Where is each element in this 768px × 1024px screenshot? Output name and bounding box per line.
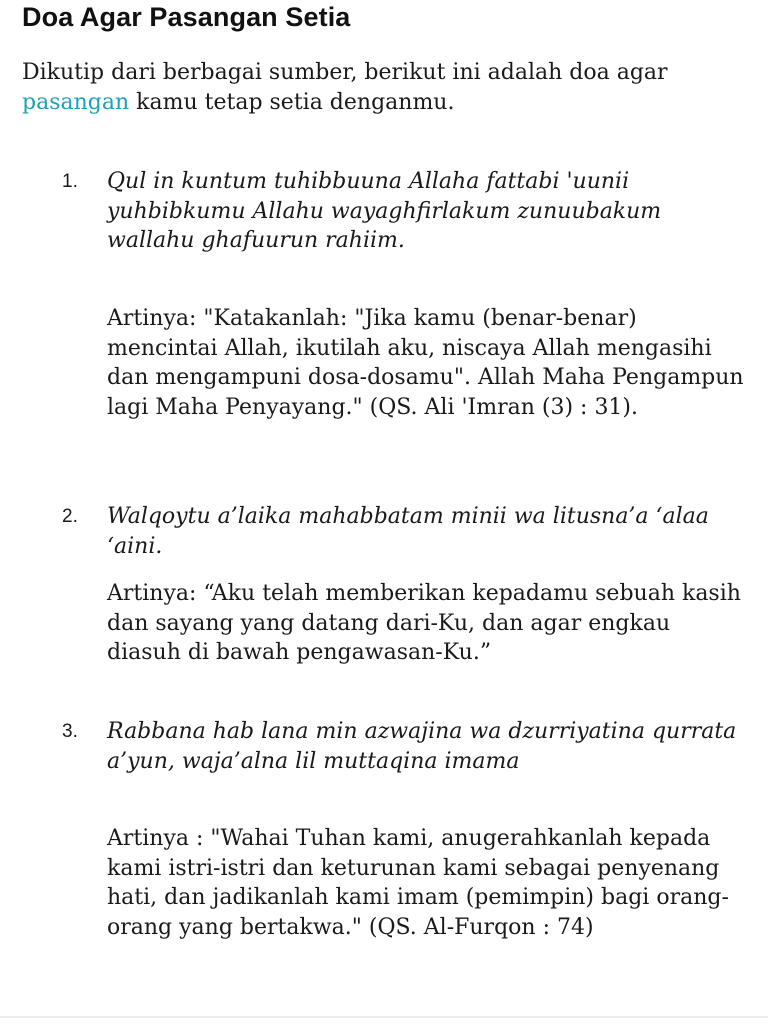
list-number: 1.	[62, 171, 78, 192]
list-number: 3.	[62, 721, 78, 742]
prayer-translation: Artinya: "Katakanlah: "Jika kamu (benar-benar) mencintai Allah, ikutilah aku, niscaya Allah mengasihi dan mengampuni dosa-dosamu". Allah Maha Pengampun lagi Maha Penyayang." (QS. Ali 'Imran (3) : 31).	[107, 306, 744, 420]
list-number: 2.	[62, 506, 78, 527]
prayer-transliteration: Rabbana hab lana min azwajina wa dzurriyatina qurrata a’yun, waja’alna lil muttaqina imama	[107, 719, 737, 774]
pasangan-link[interactable]: pasangan	[22, 89, 130, 115]
intro-text-before-link: Dikutip dari berbagai sumber, berikut ini adalah doa agar	[22, 60, 668, 85]
bottom-divider	[0, 1016, 768, 1018]
prayer-transliteration: Walqoytu a’laika mahabbatam minii wa litusna’a ‘alaa ‘aini.	[107, 504, 709, 559]
prayer-translation: Artinya : "Wahai Tuhan kami, anugerahkanlah kepada kami istri-istri dan keturunan kami sebagai penyenang hati, dan jadikanlah kami imam (pemimpin) bagi orang-orang yang bertakwa." (QS. Al-Furqon : 74)	[107, 826, 729, 940]
article-title: Doa Agar Pasangan Setia	[22, 2, 351, 32]
prayer-translation: Artinya: “Aku telah memberikan kepadamu sebuah kasih dan sayang yang datang dari-Ku, dan agar engkau diasuh di bawah pengawasan-Ku.”	[107, 581, 741, 665]
intro-paragraph	[22, 58, 752, 117]
intro-text-after-link: kamu tetap setia denganmu.	[129, 89, 455, 115]
prayer-transliteration: Qul in kuntum tuhibbuuna Allaha fattabi 'uunii yuhbibkumu Allahu wayaghfirlakum zunuubakum wallahu ghafuurun rahiim.	[107, 169, 662, 253]
